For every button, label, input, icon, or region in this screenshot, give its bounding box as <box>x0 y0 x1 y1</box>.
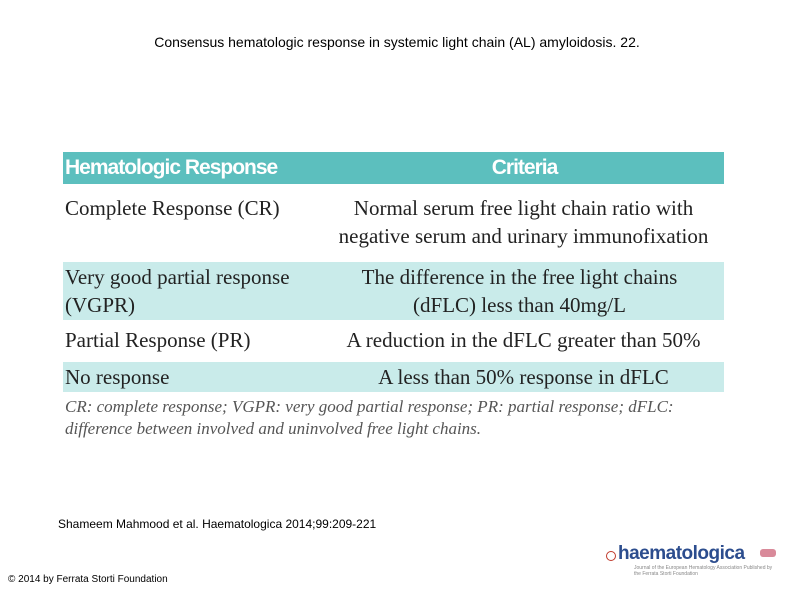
response-cell: Partial Response (PR) <box>65 328 251 352</box>
citation: Shameem Mahmood et al. Haematologica 2014;99:209-221 <box>58 517 377 531</box>
table-header <box>63 152 724 184</box>
response-cell: No response <box>65 365 170 389</box>
response-cell: Very good partial response (VGPR) <box>65 265 290 317</box>
copyright: © 2014 by Ferrata Storti Foundation <box>8 574 168 585</box>
slide-title: Consensus hematologic response in systemic light chain (AL) amyloidosis. 22. <box>154 34 640 50</box>
haematologica-logo <box>604 543 779 579</box>
table-row <box>63 262 724 320</box>
criteria-cell: A reduction in the dFLC greater than 50% <box>346 328 701 352</box>
header-criteria: Criteria <box>491 156 558 179</box>
logo-mark-icon <box>606 551 616 561</box>
header-response: Hematologic Response <box>65 156 278 179</box>
table-row <box>63 194 724 256</box>
table-row <box>63 362 724 392</box>
logo-name: haematologica <box>618 543 745 564</box>
criteria-cell: A less than 50% response in dFLC <box>378 365 669 389</box>
response-cell: Complete Response (CR) <box>65 196 280 220</box>
europe-map-icon <box>760 549 776 557</box>
table-footnote: CR: complete response; VGPR: very good partial response; PR: partial response; dFLC: difference between involved and uninvolved free light chains. <box>65 397 674 438</box>
logo-subtitle: Journal of the European Hematology Association Published by the Ferrata Storti Foundation <box>634 565 773 577</box>
criteria-cell: The difference in the free light chains (dFLC) less than 40mg/L <box>361 265 678 317</box>
criteria-cell: Normal serum free light chain ratio with negative serum and urinary immunofixation <box>338 196 709 248</box>
response-table <box>63 152 724 440</box>
table-row <box>63 322 724 358</box>
